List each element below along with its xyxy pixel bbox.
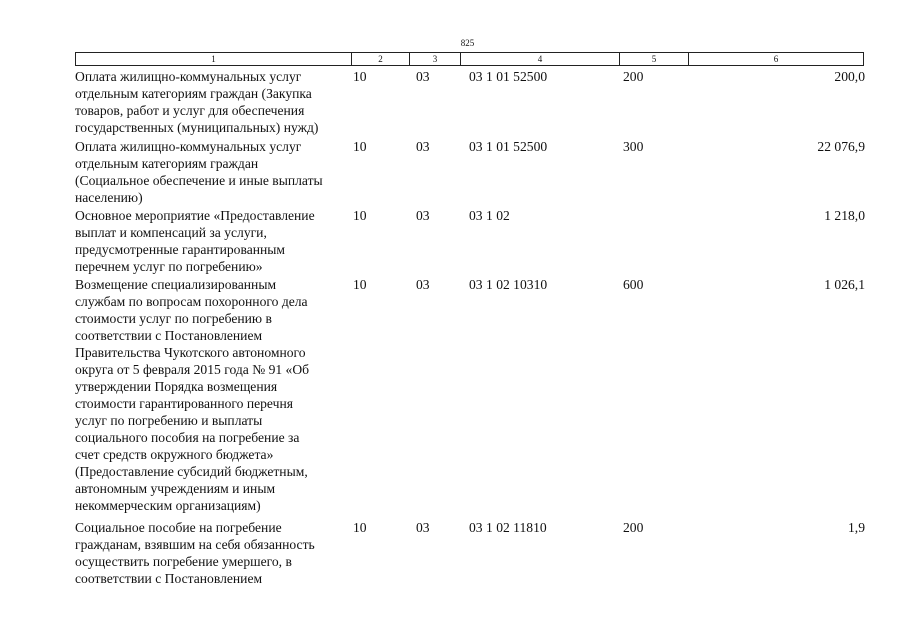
row-name — [75, 207, 353, 275]
row-name-line: стоимости гарантированного перечня — [75, 396, 293, 411]
row-name — [75, 68, 353, 136]
row-sum: 22 076,9 — [817, 139, 865, 154]
row-subsection: 03 — [416, 139, 430, 154]
row-name-line: соответствии с Постановлением — [75, 328, 263, 343]
row-name-line: счет средств окружного бюджета» — [75, 447, 274, 462]
row-name-line: социального пособия на погребение за — [75, 430, 300, 445]
row-name-line: гражданам, взявшим на себя обязанность — [75, 537, 315, 552]
row-name-line: отдельным категориям граждан (Закупка — [75, 86, 312, 101]
row-section: 10 — [353, 69, 367, 84]
row-code: 03 1 02 — [469, 208, 510, 223]
row-code: 03 1 01 52500 — [469, 69, 548, 84]
row-subsection: 03 — [416, 69, 430, 84]
row-name-line: некоммерческим организациям) — [75, 498, 261, 513]
row-name-line: Оплата жилищно-коммунальных услуг — [75, 139, 302, 154]
row-code: 03 1 01 52500 — [469, 139, 548, 154]
row-section: 10 — [353, 520, 367, 535]
column-header-3: 3 — [410, 53, 461, 66]
column-header-5: 5 — [620, 53, 689, 66]
row-section: 10 — [353, 139, 367, 154]
row-name-line: службам по вопросам похоронного дела — [75, 294, 308, 309]
row-name-line: осуществить погребение умершего, в — [75, 554, 292, 569]
row-section: 10 — [353, 208, 367, 223]
row-name-line: предусмотренные гарантированным — [75, 242, 286, 257]
row-name-line: Основное мероприятие «Предоставление — [75, 208, 315, 223]
row-sum: 200,0 — [834, 69, 865, 84]
row-name-line: округа от 5 февраля 2015 года № 91 «Об — [75, 362, 310, 377]
column-header-1: 1 — [76, 53, 352, 66]
row-name-line: перечнем услуг по погребению» — [75, 259, 263, 274]
row-code: 03 1 02 10310 — [469, 277, 548, 292]
row-name-line: утверждении Порядка возмещения — [75, 379, 278, 394]
column-header-4: 4 — [461, 53, 620, 66]
row-name-line: (Предоставление субсидий бюджетным, — [75, 464, 308, 479]
row-sum: 1 218,0 — [824, 208, 865, 223]
row-name-line: населению) — [75, 190, 143, 205]
row-name-line: товаров, работ и услуг для обеспечения — [75, 103, 305, 118]
row-name-line: автономным учреждениям и иным — [75, 481, 276, 496]
row-expense-type: 200 — [623, 69, 644, 84]
row-name-line: Возмещение специализированным — [75, 277, 277, 292]
table-header — [75, 52, 864, 66]
row-name — [75, 276, 353, 514]
row-name-line: отдельным категориям граждан — [75, 156, 259, 171]
row-section: 10 — [353, 277, 367, 292]
row-expense-type: 600 — [623, 277, 644, 292]
row-subsection: 03 — [416, 520, 430, 535]
row-name-line: Правительства Чукотского автономного — [75, 345, 306, 360]
row-name-line: выплат и компенсаций за услуги, — [75, 225, 267, 240]
row-subsection: 03 — [416, 277, 430, 292]
row-name-line: государственных (муниципальных) нужд) — [75, 120, 319, 135]
row-name — [75, 138, 353, 206]
row-sum: 1 026,1 — [824, 277, 865, 292]
row-name-line: Оплата жилищно-коммунальных услуг — [75, 69, 302, 84]
column-header-6: 6 — [689, 53, 864, 66]
row-subsection: 03 — [416, 208, 430, 223]
row-name-line: стоимости услуг по погребению в — [75, 311, 272, 326]
row-name-line: Социальное пособие на погребение — [75, 520, 282, 535]
column-header-2: 2 — [352, 53, 410, 66]
row-code: 03 1 02 11810 — [469, 520, 547, 535]
row-sum: 1,9 — [848, 520, 865, 535]
row-expense-type: 200 — [623, 520, 644, 535]
row-expense-type: 300 — [623, 139, 644, 154]
row-name-line: (Социальное обеспечение и иные выплаты — [75, 173, 323, 188]
page-number: 825 — [460, 38, 475, 48]
row-name — [75, 519, 353, 587]
row-name-line: соответствии с Постановлением — [75, 571, 263, 586]
row-name-line: услуг по погребению и выплаты — [75, 413, 263, 428]
